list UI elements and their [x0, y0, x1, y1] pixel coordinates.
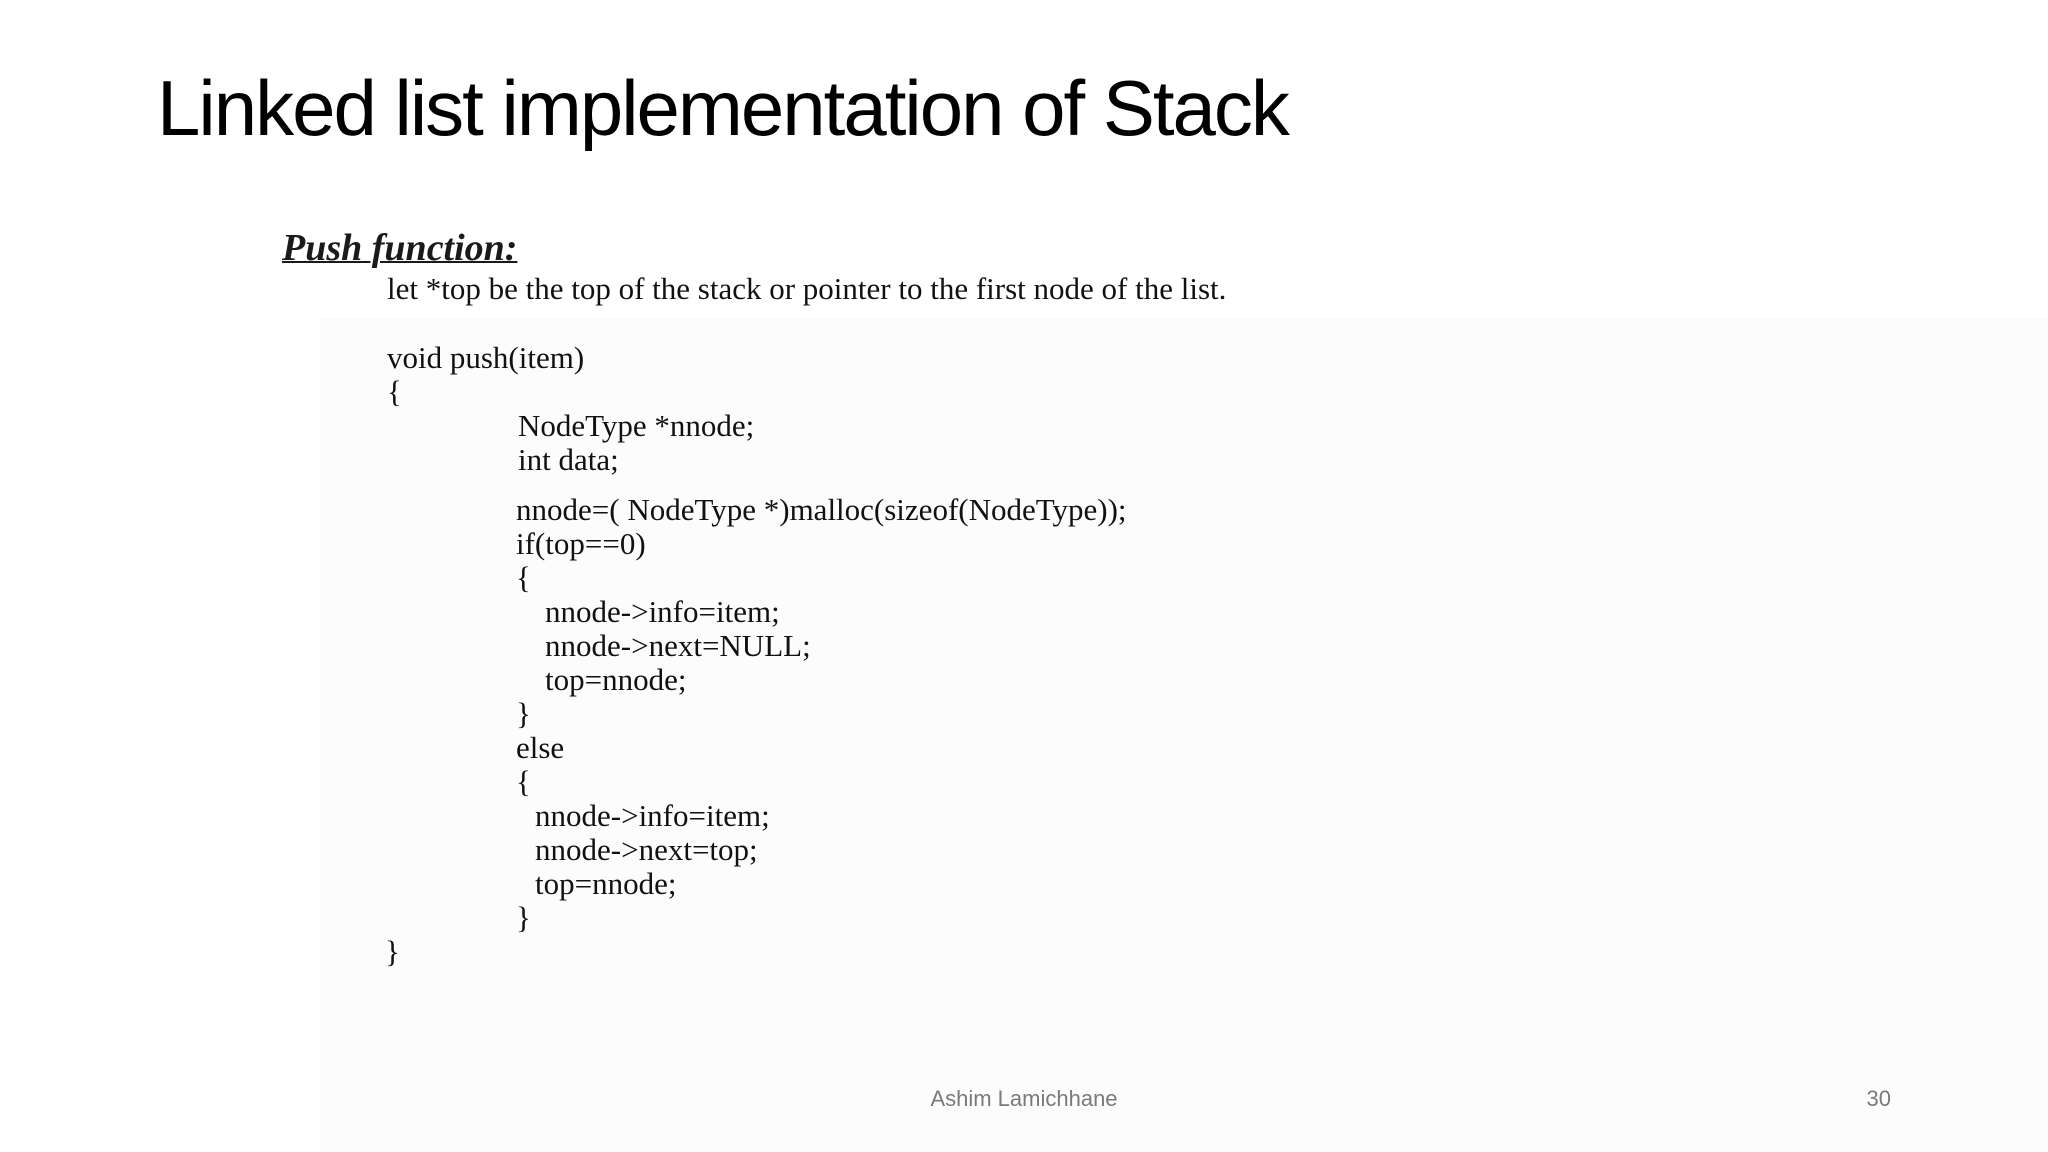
slide-title: Linked list implementation of Stack — [157, 64, 1288, 152]
code-line: NodeType *nnode; — [518, 408, 755, 443]
code-line: else — [516, 730, 565, 765]
code-line: nnode=( NodeType *)malloc(sizeof(NodeType)); — [516, 492, 1127, 527]
footer-author: Ashim Lamichhane — [930, 1086, 1118, 1111]
code-line: { — [516, 764, 531, 799]
code-line: { — [387, 374, 402, 409]
code-line: top=nnode; — [545, 662, 687, 697]
code-line: } — [385, 934, 400, 969]
code-line: } — [516, 696, 531, 731]
code-line: nnode->info=item; — [535, 798, 770, 833]
code-line: let *top be the top of the stack or pointer to the first node of the list. — [387, 271, 1227, 306]
push-function-heading: Push function: — [282, 227, 518, 269]
code-line: int data; — [518, 442, 619, 477]
code-line: if(top==0) — [516, 526, 646, 561]
code-line: nnode->info=item; — [545, 594, 780, 629]
code-line: } — [516, 900, 531, 935]
page-number: 30 — [1866, 1086, 1891, 1111]
code-line: nnode->next=NULL; — [545, 628, 811, 663]
code-line: { — [516, 560, 531, 595]
code-line: nnode->next=top; — [535, 832, 758, 867]
code-line: void push(item) — [387, 340, 585, 375]
code-line: top=nnode; — [535, 866, 677, 901]
